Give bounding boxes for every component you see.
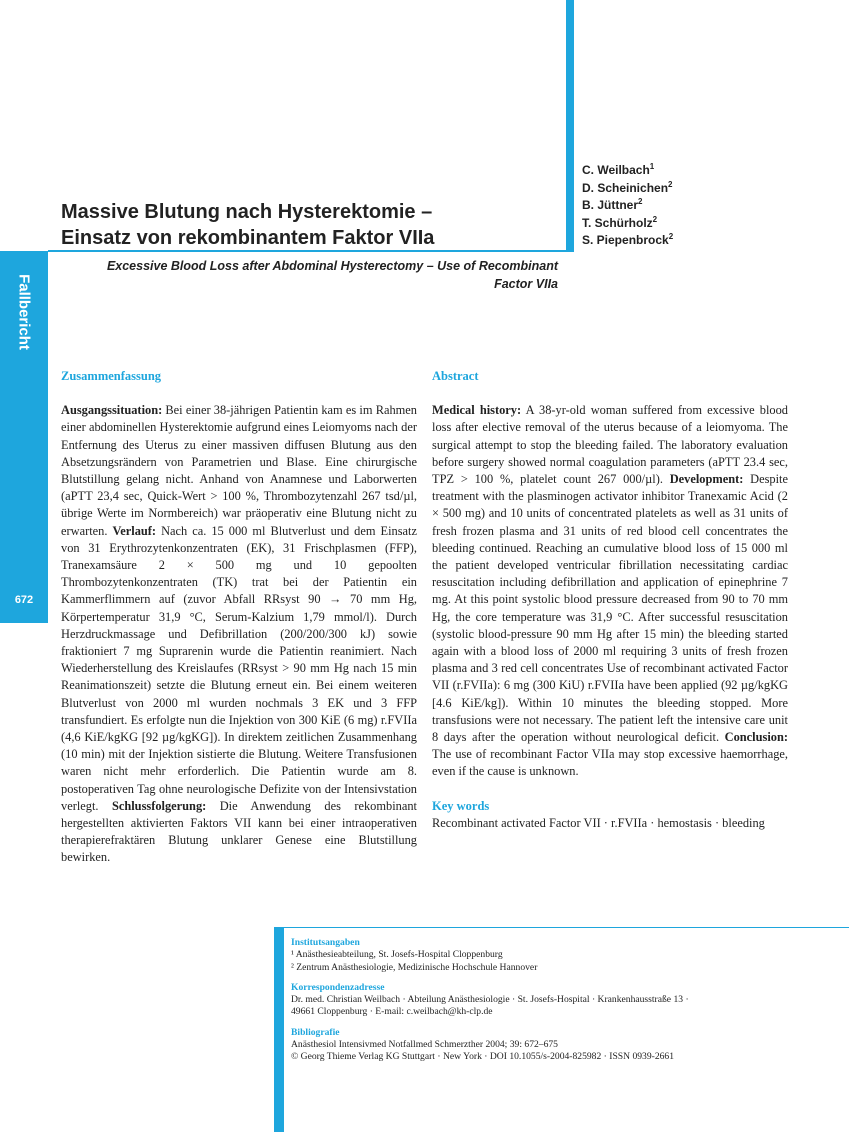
correspondence-heading: Korrespondenzadresse <box>291 981 385 993</box>
summary-text: Ausgangssituation: Bei einer 38-jährigen Patientin kam es im Rahmen einer abdominellen Hysterektomie aufgrund eines Leiomyoms nach der Entfernung des Uterus zu einer massiven diffusen Blutung aus den Absetzungsrändern von Parametrien und Blase. Eine chirurgische Blutstillung gelang nicht. Anhand von Anamnese und Laborwerten (aPTT 23,4 sec, Quick-Wert > 100 %, Thrombozytenzahl 267 tsd/µl, übrige Werte im Normbereich) war präoperativ eine Blutung nicht zu erwarten. Verlauf: Nach ca. 15 000 ml Blutverlust und dem Einsatz von 31 Erythrozytenkonzentraten (EK), 31 Frischplasmen (FFP), Tranexamsäure 2 × 500 mg und 10 gepoolten Thrombozytenkonzentraten (TK) trat bei der Patientin ein Kammerflimmern auf (zuvor Abfall RRsyst 90 → 70 mm Hg, Körpertemperatur 31,9 °C, Serum-Kalzium 1,79 mmol/l). Durch Herzdruckmassage und Defibrillation (200/200/300 kJ) sowie fraktioniert 7 mg Suprarenin wurde die Patientin reanimiert. Nach Wiederherstellung des Kreislaufes (RRsyst > 90 mm Hg nach 15 min Reanimationszeit) setzte die Blutung erneut ein. Bei einem weiteren Blutverlust von 2000 ml wurden nochmals 3 EK und 3 FFP transfundiert. Es erfolgte nun die Injektion von 300 KiE (6 mg) r.FVIIa (4,6 KiE/kgKG [92 µg/kgKG]). In direktem zeitlichen Zusammenhang (10 min) mit der Injektion sistierte die Blutung. Weitere Transfusionen waren nicht mehr erforderlich. Die Patientin wurde am 8. postoperativen Tag ohne neurologische Defizite von der Intensivstation verlegt. Schlussfolgerung: Die Anwendung des rekombinant hergestellten aktivierten Faktors VII kann bei einer intraoperativen therapierefraktären Blutung unklarer Genese eine Blutstillung bewirken. <box>61 403 417 865</box>
author-list <box>582 162 673 250</box>
author: T. Schürholz$^2$ <box>582 214 658 230</box>
english-abstract-column <box>432 368 788 832</box>
summary-heading: Zusammenfassung <box>61 369 162 383</box>
section-label: Fallbericht <box>15 274 33 350</box>
keywords: Recombinant activated Factor VII · r.FVIIa · hemostasis · bleeding <box>432 815 765 830</box>
institution: ² Zentrum Anästhesiologie, Medizinische Hochschule Hannover <box>291 961 538 973</box>
correspondence-line: Dr. med. Christian Weilbach · Abteilung Anästhesiologie · St. Josefs-Hospital · Krankenhausstraße 13 · <box>291 994 689 1006</box>
footer-info <box>291 937 841 1064</box>
abstract-heading: Abstract <box>432 369 479 383</box>
author: D. Scheinichen$^2$ <box>582 179 673 195</box>
header-vertical-rule <box>566 0 574 252</box>
author: B. Jüttner$^2$ <box>582 197 643 212</box>
bibliography-line: © Georg Thieme Verlag KG Stuttgart · New York · DOI 10.1055/s-2004-825982 · ISSN 0939-2661 <box>291 1051 675 1063</box>
keywords-heading: Key words <box>432 798 490 813</box>
english-title: Excessive Blood Loss after Abdominal Hysterectomy – Use of Recombinant Factor VIIa <box>106 259 558 291</box>
footer-top-rule <box>284 927 849 928</box>
correspondence-line: 49661 Cloppenburg · E-mail: c.weilbach@kh-clp.de <box>291 1006 493 1018</box>
footer-accent-bar <box>274 927 284 1132</box>
abstract-text: Medical history: A 38-yr-old woman suffered from excessive blood loss after elective removal of the uterus because of a leiomyoma. The surgical attempt to stop the bleeding failed. The laboratory evaluation before surgery showed normal coagulation parameters (aPTT 23.4 sec, TPZ > 100 %, platelet count 267 000/µl). Development: Despite treatment with the plasminogen activator inhibitor Tranexamic Acid (2 × 500 mg) and 10 units of concentrated platelets as well as 31 units of fresh frozen plasma and 31 units of red blood cell concentrates the bleeding continued. Reaching an cumulative blood loss of 15 000 ml the patient developed ventricular fibrillation necessitating cardiac resuscitation including defibrillation and application of epinephrine 7 mg. At this point systolic blood pressure decreased from 90 to 70 mm Hg, the core temperature was 31,9 °C. After successful resuscitation (systolic blood-pressure 90 mm Hg after 15 min) the bleeding started again with a blood loss of 2000 ml requiring 3 units of fresh frozen plasma and 3 red cell concentrates Use of recombinant activated Factor VII (r.FVIIa): 6 mg (300 KiU) r.FVIIa have been applied (92 µg/kgKG [4.6 KiE/kg]). Within 10 minutes the bleeding stopped. More transfusions were not necessary. The patient left the intensive care unit 8 days after the operation without neurological deficit. Conclusion: The use of recombinant Factor VIIa may stop excessive haemorrhage, even if the cause is unknown. <box>432 403 788 779</box>
institution: ¹ Anästhesieabteilung, St. Josefs-Hospital Cloppenburg <box>291 949 503 961</box>
article-title: Massive Blutung nach Hysterektomie – Einsatz von rekombinantem Faktor VIIa <box>61 201 435 249</box>
page-number: 672 <box>14 594 34 606</box>
author: C. Weilbach$^1$ <box>582 162 655 177</box>
bibliography-heading: Bibliografie <box>291 1026 340 1038</box>
bibliography-line: Anästhesiol Intensivmed Notfallmed Schmerzther 2004; 39: 672–675 <box>291 1039 558 1051</box>
institutions-heading: Institutsangaben <box>291 937 360 948</box>
german-summary-column <box>61 368 417 867</box>
author: S. Piepenbrock$^2$ <box>582 232 674 247</box>
